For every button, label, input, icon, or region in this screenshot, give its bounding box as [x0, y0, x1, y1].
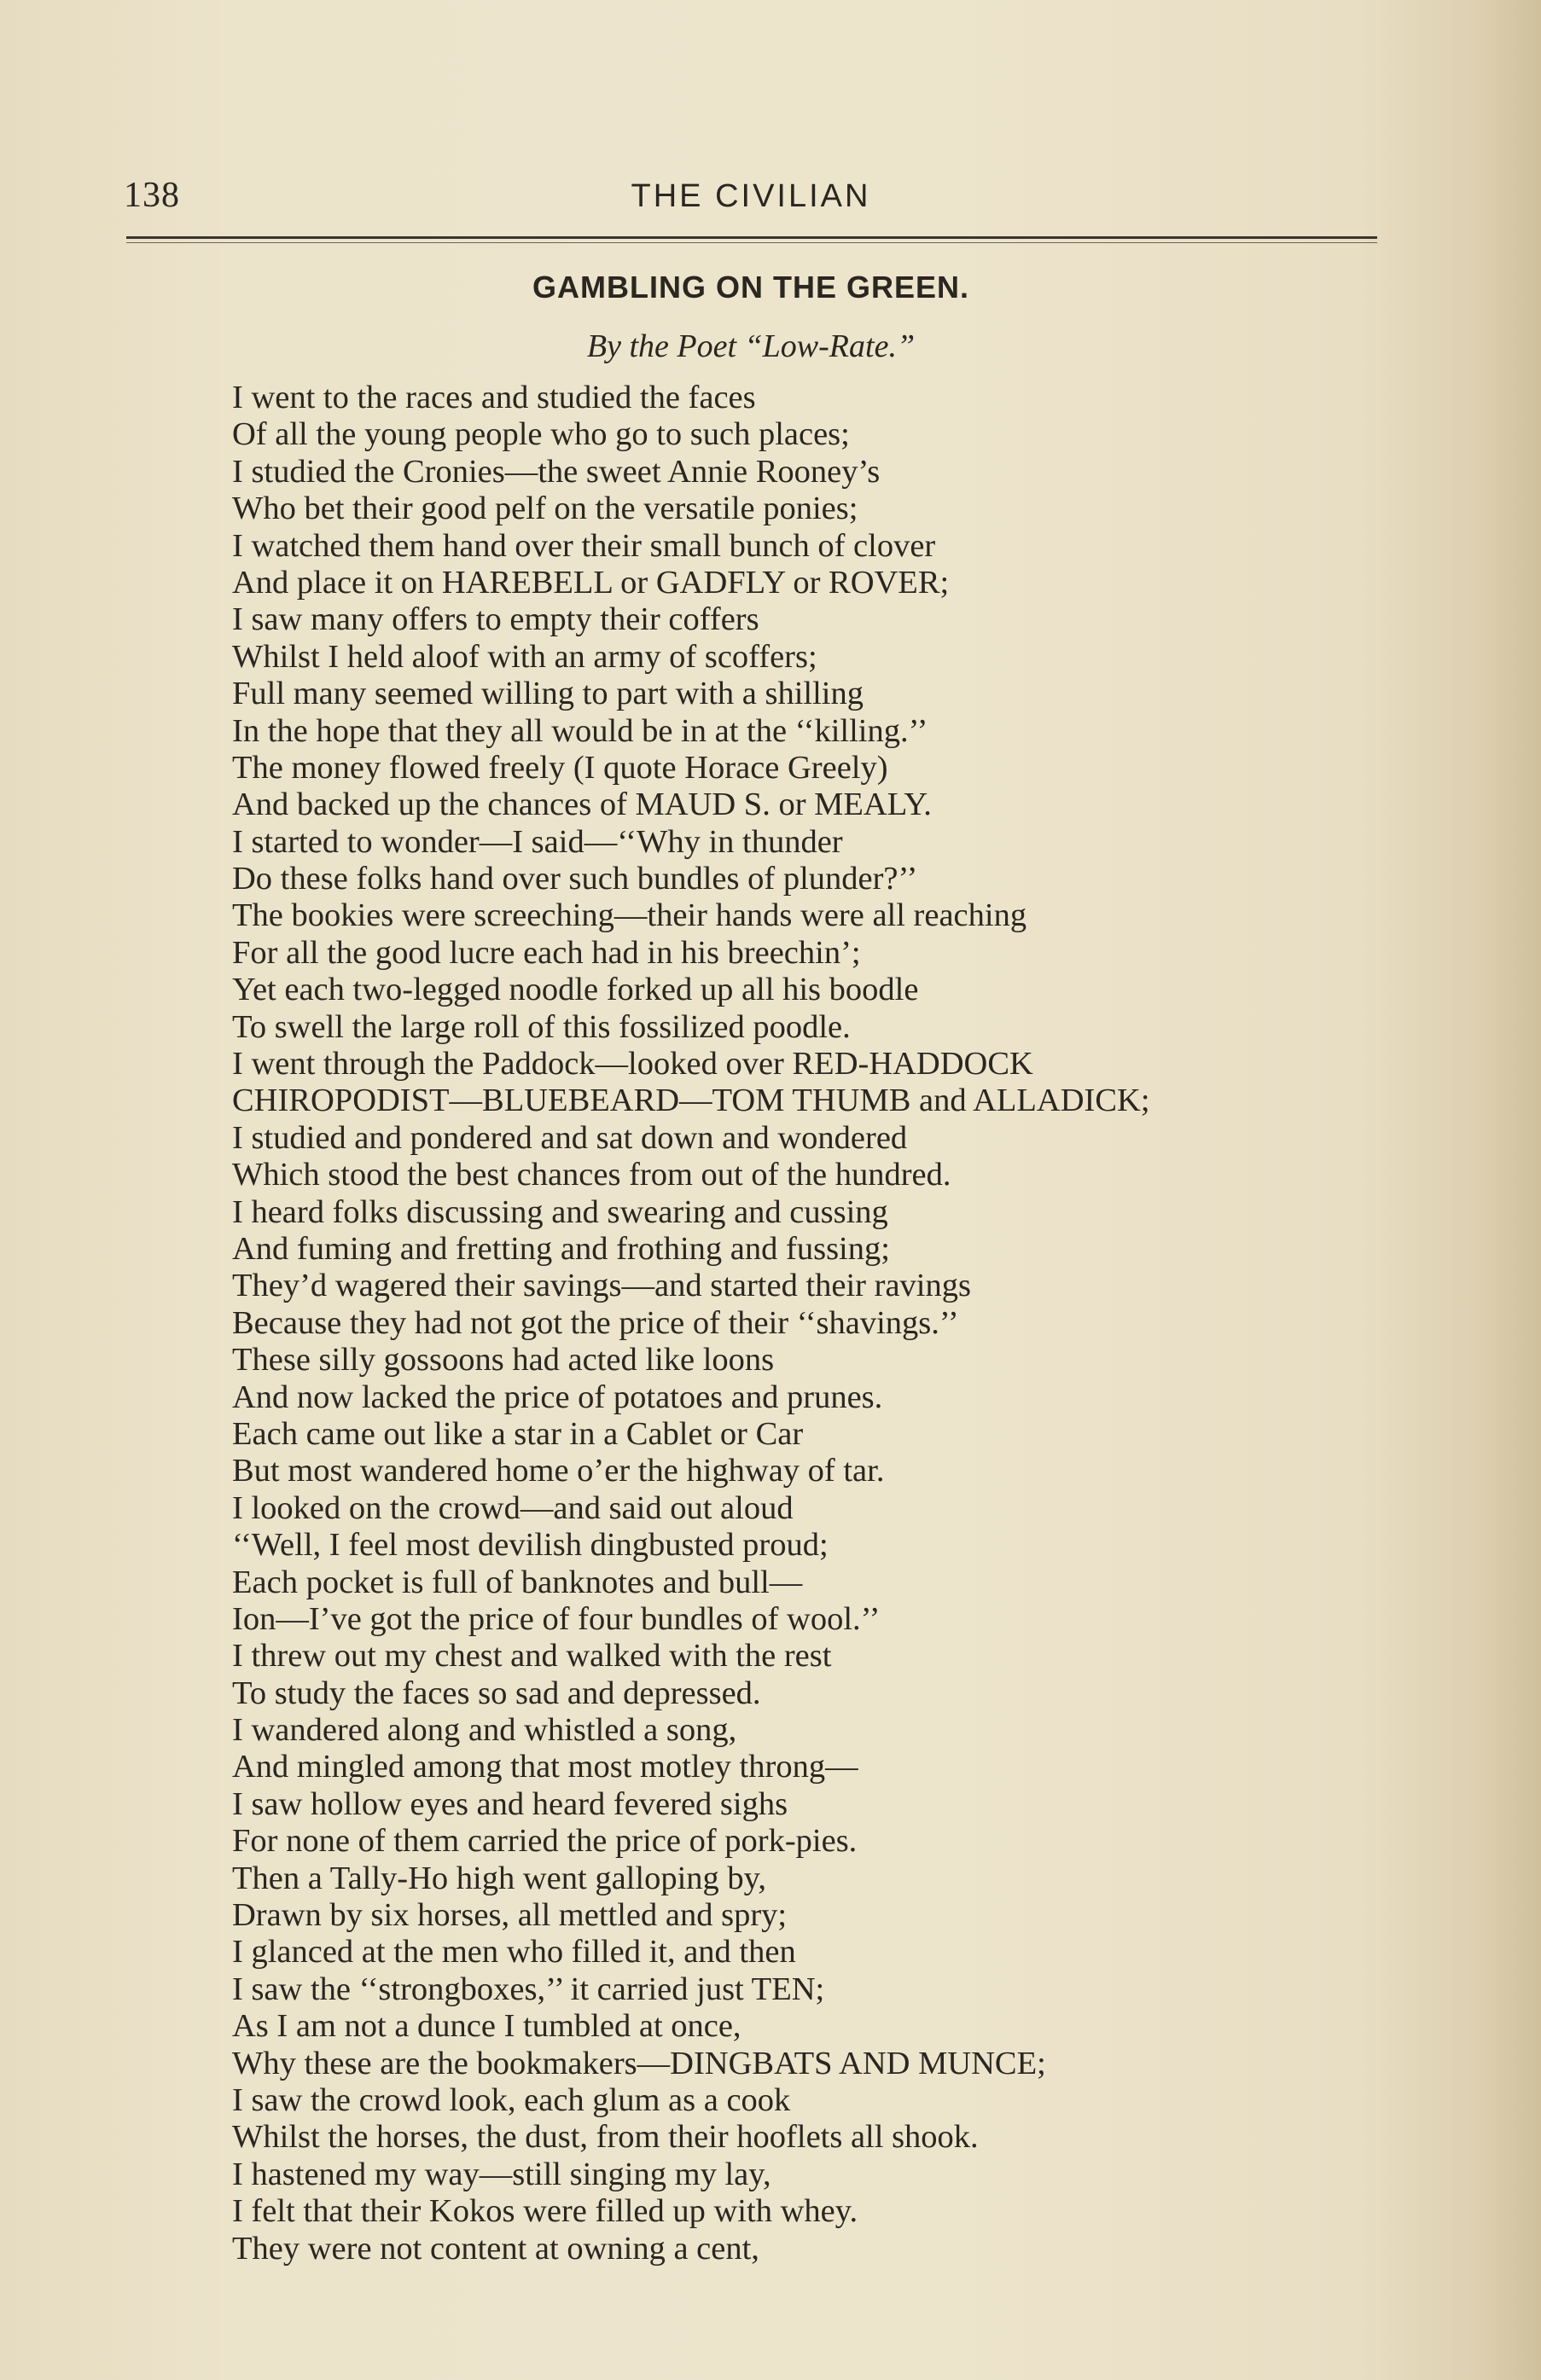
poem-line: ‘‘Well, I feel most devilish dingbusted proud;	[232, 1527, 829, 1564]
poem-line: Yet each two-legged noodle forked up all his boodle	[232, 972, 919, 1008]
poem-line: I felt that their Kokos were filled up with whey.	[232, 2193, 858, 2230]
poem-line: I saw many offers to empty their coffers	[232, 601, 759, 638]
poem-line: I saw the crowd look, each glum as a cook	[232, 2081, 791, 2118]
poem-line: I went to the races and studied the faces	[232, 380, 756, 415]
poem-byline: By the Poet “Low-Rate.”	[586, 328, 916, 364]
poem-line: For none of them carried the price of pork-pies.	[232, 1823, 858, 1860]
poem-line: The bookies were screeching—their hands were all reaching	[232, 897, 1027, 934]
poem-line: I looked on the crowd—and said out aloud	[232, 1489, 794, 1526]
poem-line: Each pocket is full of banknotes and bull—	[232, 1564, 803, 1600]
poem-body	[232, 380, 1375, 2267]
poem-line: For all the good lucre each had in his breechin’;	[232, 934, 861, 971]
poem-line: I started to wonder—I said—‘‘Why in thunder	[232, 823, 843, 860]
poem-line: In the hope that they all would be in at the ‘‘killing.’’	[232, 712, 928, 749]
poem-line: I wandered along and whistled a song,	[232, 1712, 737, 1749]
poem-line: I threw out my chest and walked with the rest	[232, 1638, 832, 1675]
page-number: 138	[124, 176, 180, 215]
poem-line: Of all the young people who go to such places;	[232, 416, 850, 453]
poem-line: I studied the Cronies—the sweet Annie Rooney’s	[232, 453, 881, 490]
poem-title: GAMBLING ON THE GREEN.	[532, 270, 969, 305]
header-rule	[126, 236, 1377, 239]
poem-line: And fuming and fretting and frothing and fussing;	[232, 1230, 890, 1267]
poem-line: Ion—I’ve got the price of four bundles of wool.’’	[232, 1600, 881, 1637]
poem-line: To study the faces so sad and depressed.	[232, 1675, 761, 1711]
poem-line: I glanced at the men who filled it, and then	[232, 1934, 796, 1971]
poem-line: Each came out like a star in a Cablet or Car	[232, 1415, 804, 1452]
poem-line: Then a Tally-Ho high went galloping by,	[232, 1860, 767, 1896]
poem-line: But most wandered home o’er the highway of tar.	[232, 1453, 885, 1489]
page-header	[124, 175, 1378, 226]
poem-line: And backed up the chances of MAUD S. or MEALY.	[232, 787, 932, 823]
poem-line: These silly gossoons had acted like loons	[232, 1342, 775, 1379]
poem-line: Who bet their good pelf on the versatile ponies;	[232, 491, 858, 527]
poem-line: And mingled among that most motley throng—	[232, 1749, 858, 1785]
poem-line: I studied and pondered and sat down and wondered	[232, 1119, 908, 1156]
poem-line: Do these folks hand over such bundles of plunder?’’	[232, 861, 918, 897]
poem-line: Drawn by six horses, all mettled and spry;	[232, 1897, 788, 1934]
poem-line: I saw hollow eyes and heard fevered sighs	[232, 1785, 788, 1822]
running-title: THE CIVILIAN	[631, 178, 871, 214]
poem-line: I watched them hand over their small bunch of clover	[232, 527, 936, 564]
poem-line: I hastened my way—still singing my lay,	[232, 2156, 771, 2192]
poem-line: Full many seemed willing to part with a shilling	[232, 676, 864, 712]
poem-line: I heard folks discussing and swearing and cussing	[232, 1193, 888, 1230]
poem-line: And place it on HAREBELL or GADFLY or ROVER;	[232, 564, 950, 601]
poem-line: I saw the ‘‘strongboxes,’’ it carried just TEN;	[232, 1971, 825, 2007]
header-rule-thin	[126, 242, 1377, 243]
poem-line: I went through the Paddock—looked over RED-HADDOCK	[232, 1046, 1033, 1083]
poem-line: Which stood the best chances from out of the hundred.	[232, 1157, 951, 1193]
poem-line: To swell the large roll of this fossilized poodle.	[232, 1008, 851, 1045]
poem-line: As I am not a dunce I tumbled at once,	[232, 2008, 741, 2045]
poem-line: They were not content at owning a cent,	[232, 2230, 759, 2267]
poem-line: CHIROPODIST—BLUEBEARD—TOM THUMB and ALLADICK;	[232, 1083, 1150, 1119]
poem-line: Why these are the bookmakers—DINGBATS AND MUNCE;	[232, 2045, 1046, 2081]
poem-line: And now lacked the price of potatoes and prunes.	[232, 1379, 883, 1415]
poem-line: The money flowed freely (I quote Horace Greely)	[232, 749, 888, 786]
poem-line: Whilst the horses, the dust, from their hooflets all shook.	[232, 2119, 979, 2156]
poem-line: Whilst I held aloof with an army of scoffers;	[232, 638, 817, 675]
poem-line: They’d wagered their savings—and started their ravings	[232, 1268, 971, 1304]
poem-line: Because they had not got the price of their ‘‘shavings.’’	[232, 1304, 959, 1341]
